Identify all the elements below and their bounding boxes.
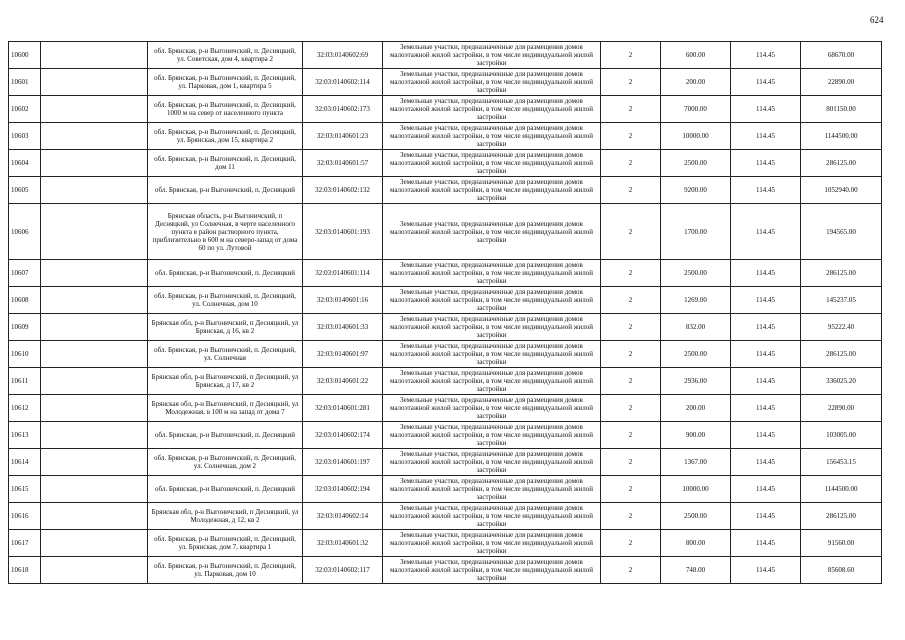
empty-cell [41,449,148,476]
cadastral-number-cell: 32:03:0140601:57 [303,150,383,177]
empty-cell [41,123,148,150]
category-cell: 2 [601,503,661,530]
cadastral-number-cell: 32:03:0140602:117 [303,557,383,584]
area-cell: 2500.00 [661,260,731,287]
table-row [9,557,882,584]
empty-cell [41,395,148,422]
row-number-cell: 10613 [9,422,41,449]
row-number-cell: 10615 [9,476,41,503]
row-number-cell: 10602 [9,96,41,123]
table-row [9,204,882,260]
category-cell: 2 [601,69,661,96]
table-body [9,42,882,584]
land-use-cell: Земельные участки, предназначенные для размещения домов малоэтажной жилой застройки, в том числе индивидуальной жилой застройки [383,503,601,530]
cadastral-number-cell: 32:03:0140602:132 [303,177,383,204]
rate-cell: 114.45 [731,260,801,287]
row-number-cell: 10603 [9,123,41,150]
address-cell: обл. Брянская, р-н Выгоничский, п. Десняцкий, ул. Солнечная, дом 10 [148,287,303,314]
address-cell: обл. Брянская, р-н Выгоничский, п. Десняцкий, ул. Солнечная [148,341,303,368]
land-use-cell: Земельные участки, предназначенные для размещения домов малоэтажной жилой застройки, в том числе индивидуальной жилой застройки [383,314,601,341]
area-cell: 600.00 [661,42,731,69]
cost-cell: 336025.20 [801,368,882,395]
land-use-cell: Земельные участки, предназначенные для размещения домов малоэтажной жилой застройки, в том числе индивидуальной жилой застройки [383,123,601,150]
land-use-cell: Земельные участки, предназначенные для размещения домов малоэтажной жилой застройки, в том числе индивидуальной жилой застройки [383,341,601,368]
row-number-cell: 10611 [9,368,41,395]
rate-cell: 114.45 [731,503,801,530]
cadastral-number-cell: 32:03:0140601:193 [303,204,383,260]
table-row [9,287,882,314]
category-cell: 2 [601,557,661,584]
address-cell: обл. Брянская, р-н Выгоничский, п. Десняцкий, ул. Брянская, дом 7, квартира 1 [148,530,303,557]
cost-cell: 68670.00 [801,42,882,69]
row-number-cell: 10614 [9,449,41,476]
area-cell: 2500.00 [661,150,731,177]
area-cell: 2936.00 [661,368,731,395]
land-use-cell: Земельные участки, предназначенные для размещения домов малоэтажной жилой застройки, в том числе индивидуальной жилой застройки [383,204,601,260]
area-cell: 7000.00 [661,96,731,123]
row-number-cell: 10606 [9,204,41,260]
land-registry-table [8,41,882,584]
row-number-cell: 10617 [9,530,41,557]
cost-cell: 95222.40 [801,314,882,341]
address-cell: обл. Брянская, р-н Выгоничский, п. Десняцкий, ул. Парковая, дом 10 [148,557,303,584]
table-row [9,503,882,530]
area-cell: 900.00 [661,422,731,449]
rate-cell: 114.45 [731,42,801,69]
cost-cell: 194565.00 [801,204,882,260]
rate-cell: 114.45 [731,368,801,395]
cost-cell: 286125.00 [801,150,882,177]
cadastral-number-cell: 32:03:0140601:16 [303,287,383,314]
rate-cell: 114.45 [731,96,801,123]
rate-cell: 114.45 [731,449,801,476]
category-cell: 2 [601,341,661,368]
rate-cell: 114.45 [731,204,801,260]
table-row [9,449,882,476]
cost-cell: 22890.00 [801,395,882,422]
cadastral-number-cell: 32:03:0140601:22 [303,368,383,395]
area-cell: 200.00 [661,69,731,96]
row-number-cell: 10618 [9,557,41,584]
category-cell: 2 [601,177,661,204]
cost-cell: 1144500.00 [801,476,882,503]
rate-cell: 114.45 [731,69,801,96]
table-row [9,42,882,69]
category-cell: 2 [601,368,661,395]
rate-cell: 114.45 [731,177,801,204]
empty-cell [41,368,148,395]
cadastral-number-cell: 32:03:0140601:197 [303,449,383,476]
address-cell: обл. Брянская, р-н Выгоничский, п. Десняцкий [148,422,303,449]
land-use-cell: Земельные участки, предназначенные для размещения домов малоэтажной жилой застройки, в том числе индивидуальной жилой застройки [383,422,601,449]
area-cell: 2500.00 [661,503,731,530]
cadastral-number-cell: 32:03:0140601:32 [303,530,383,557]
land-use-cell: Земельные участки, предназначенные для размещения домов малоэтажной жилой застройки, в том числе индивидуальной жилой застройки [383,476,601,503]
category-cell: 2 [601,314,661,341]
cadastral-number-cell: 32:03:0140602:194 [303,476,383,503]
table-row [9,150,882,177]
row-number-cell: 10612 [9,395,41,422]
category-cell: 2 [601,476,661,503]
address-cell: обл. Брянская, р-н Выгоничский, п. Десняцкий, ул. Парковая, дом 1, квартира 5 [148,69,303,96]
empty-cell [41,260,148,287]
empty-cell [41,422,148,449]
category-cell: 2 [601,204,661,260]
row-number-cell: 10616 [9,503,41,530]
address-cell: Брянская область, р-н Выгоничский, п Десняцкий, ул Солнечная, в черте населенного пункта в район растворного пункта, приблизительно в 600 м на северо-запад от дома 60 по ул. Лутовой [148,204,303,260]
rate-cell: 114.45 [731,422,801,449]
category-cell: 2 [601,42,661,69]
cost-cell: 801150.00 [801,96,882,123]
address-cell: обл. Брянская, р-н Выгоничский, п. Десняцкий, ул. Советская, дом 4, квартира 2 [148,42,303,69]
cadastral-number-cell: 32:03:0140602:174 [303,422,383,449]
row-number-cell: 10610 [9,341,41,368]
land-use-cell: Земельные участки, предназначенные для размещения домов малоэтажной жилой застройки, в том числе индивидуальной жилой застройки [383,395,601,422]
cadastral-number-cell: 32:03:0140602:69 [303,42,383,69]
area-cell: 1269.00 [661,287,731,314]
cadastral-number-cell: 32:03:0140602:14 [303,503,383,530]
address-cell: обл. Брянская, р-н Выгоничский, п. Десняцкий, ул. Брянская, дом 15, квартира 2 [148,123,303,150]
empty-cell [41,204,148,260]
empty-cell [41,150,148,177]
cadastral-number-cell: 32:03:0140601:97 [303,341,383,368]
cost-cell: 85608.60 [801,557,882,584]
empty-cell [41,287,148,314]
category-cell: 2 [601,287,661,314]
row-number-cell: 10600 [9,42,41,69]
cost-cell: 103005.00 [801,422,882,449]
empty-cell [41,69,148,96]
area-cell: 10000.00 [661,476,731,503]
table-row [9,177,882,204]
rate-cell: 114.45 [731,476,801,503]
rate-cell: 114.45 [731,530,801,557]
row-number-cell: 10605 [9,177,41,204]
land-use-cell: Земельные участки, предназначенные для размещения домов малоэтажной жилой застройки, в том числе индивидуальной жилой застройки [383,150,601,177]
address-cell: Брянская обл, р-н Выгоничский, п Десняцкий, ул Молодежная, д 12, кв 2 [148,503,303,530]
address-cell: Брянская обл, р-н Выгоничский, п Десняцкий, ул Брянская, д 17, кв 2 [148,368,303,395]
address-cell: обл. Брянская, р-н Выгоничский, п. Десняцкий, 1000 м на север от населенного пункта [148,96,303,123]
empty-cell [41,503,148,530]
page-number: 624 [870,15,884,25]
table-row [9,69,882,96]
category-cell: 2 [601,150,661,177]
cadastral-number-cell: 32:03:0140601:23 [303,123,383,150]
empty-cell [41,96,148,123]
cost-cell: 286125.00 [801,341,882,368]
category-cell: 2 [601,123,661,150]
table-row [9,314,882,341]
land-use-cell: Земельные участки, предназначенные для размещения домов малоэтажной жилой застройки, в том числе индивидуальной жилой застройки [383,287,601,314]
address-cell: обл. Брянская, р-н Выгоничский, п. Десняцкий [148,177,303,204]
area-cell: 2500.00 [661,341,731,368]
category-cell: 2 [601,96,661,123]
table-row [9,341,882,368]
empty-cell [41,530,148,557]
empty-cell [41,557,148,584]
cadastral-number-cell: 32:03:0140601:281 [303,395,383,422]
table-row [9,96,882,123]
cost-cell: 1144500.00 [801,123,882,150]
land-use-cell: Земельные участки, предназначенные для размещения домов малоэтажной жилой застройки, в том числе индивидуальной жилой застройки [383,42,601,69]
empty-cell [41,476,148,503]
row-number-cell: 10601 [9,69,41,96]
cost-cell: 145237.05 [801,287,882,314]
cost-cell: 156453.15 [801,449,882,476]
row-number-cell: 10609 [9,314,41,341]
address-cell: обл. Брянская, р-н Выгоничский, п. Десняцкий [148,260,303,287]
row-number-cell: 10607 [9,260,41,287]
table-row [9,476,882,503]
cadastral-number-cell: 32:03:0140601:114 [303,260,383,287]
row-number-cell: 10604 [9,150,41,177]
area-cell: 10000.00 [661,123,731,150]
category-cell: 2 [601,449,661,476]
rate-cell: 114.45 [731,123,801,150]
rate-cell: 114.45 [731,287,801,314]
cadastral-number-cell: 32:03:0140602:173 [303,96,383,123]
cost-cell: 1052940.00 [801,177,882,204]
area-cell: 1367.00 [661,449,731,476]
table-row [9,260,882,287]
table-row [9,123,882,150]
table-row [9,368,882,395]
table-row [9,422,882,449]
cadastral-number-cell: 32:03:0140601:33 [303,314,383,341]
land-use-cell: Земельные участки, предназначенные для размещения домов малоэтажной жилой застройки, в том числе индивидуальной жилой застройки [383,449,601,476]
land-use-cell: Земельные участки, предназначенные для размещения домов малоэтажной жилой застройки, в том числе индивидуальной жилой застройки [383,368,601,395]
category-cell: 2 [601,395,661,422]
land-use-cell: Земельные участки, предназначенные для размещения домов малоэтажной жилой застройки, в том числе индивидуальной жилой застройки [383,69,601,96]
land-use-cell: Земельные участки, предназначенные для размещения домов малоэтажной жилой застройки, в том числе индивидуальной жилой застройки [383,260,601,287]
area-cell: 800.00 [661,530,731,557]
address-cell: обл. Брянская, р-н Выгоничский, п. Десняцкий [148,476,303,503]
cost-cell: 286125.00 [801,260,882,287]
empty-cell [41,314,148,341]
cadastral-number-cell: 32:03:0140602:114 [303,69,383,96]
land-use-cell: Земельные участки, предназначенные для размещения домов малоэтажной жилой застройки, в том числе индивидуальной жилой застройки [383,530,601,557]
cost-cell: 22890.00 [801,69,882,96]
cost-cell: 286125.00 [801,503,882,530]
address-cell: обл. Брянская, р-н Выгоничский, п. Десняцкий, дом 11 [148,150,303,177]
area-cell: 200.00 [661,395,731,422]
area-cell: 9200.00 [661,177,731,204]
address-cell: Брянская обл, р-н Выгоничский, п Десняцкий, ул Молодежная, в 100 м на запад от дома 7 [148,395,303,422]
rate-cell: 114.45 [731,314,801,341]
empty-cell [41,42,148,69]
rate-cell: 114.45 [731,341,801,368]
table-row [9,530,882,557]
land-use-cell: Земельные участки, предназначенные для размещения домов малоэтажной жилой застройки, в том числе индивидуальной жилой застройки [383,177,601,204]
land-use-cell: Земельные участки, предназначенные для размещения домов малоэтажной жилой застройки, в том числе индивидуальной жилой застройки [383,557,601,584]
area-cell: 832.00 [661,314,731,341]
rate-cell: 114.45 [731,150,801,177]
area-cell: 748.00 [661,557,731,584]
category-cell: 2 [601,530,661,557]
address-cell: Брянская обл, р-н Выгоничский, п Десняцкий, ул Брянская, д 16, кв 2 [148,314,303,341]
empty-cell [41,341,148,368]
category-cell: 2 [601,422,661,449]
rate-cell: 114.45 [731,557,801,584]
cost-cell: 91560.00 [801,530,882,557]
address-cell: обл. Брянская, р-н Выгоничский, п. Десняцкий, ул. Солнечная, дом 2 [148,449,303,476]
land-use-cell: Земельные участки, предназначенные для размещения домов малоэтажной жилой застройки, в том числе индивидуальной жилой застройки [383,96,601,123]
rate-cell: 114.45 [731,395,801,422]
table-row [9,395,882,422]
category-cell: 2 [601,260,661,287]
empty-cell [41,177,148,204]
area-cell: 1700.00 [661,204,731,260]
row-number-cell: 10608 [9,287,41,314]
